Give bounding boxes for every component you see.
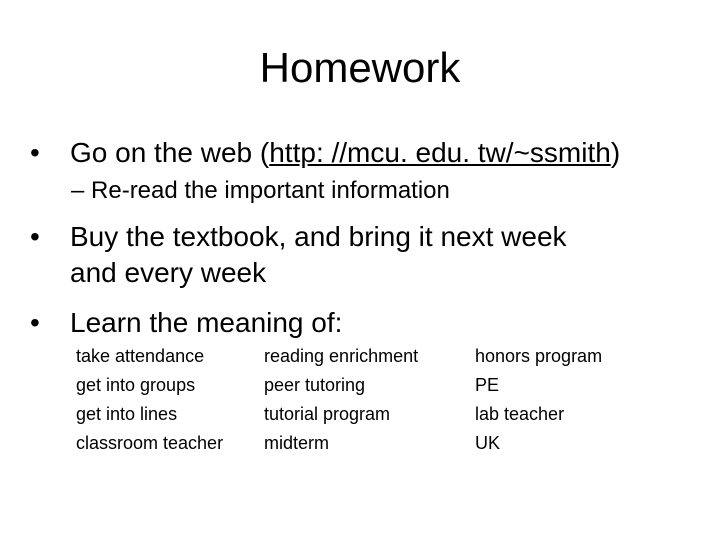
terms-column-3 [475,342,602,458]
bullet-dot: • [30,221,40,252]
bullet-website-suffix: ) [610,137,621,168]
terms-column-2 [264,342,418,458]
term-item: peer tutoring [264,375,366,395]
term-item: take attendance [76,346,205,366]
bullet-dot: • [30,307,40,338]
sub-bullet-reread: – Re-read the important information [71,177,450,204]
term-item: classroom teacher [76,433,224,453]
website-link[interactable]: http: //mcu. edu. tw/~ssmith [269,137,611,168]
bullet-textbook-line1: Buy the textbook, and bring it next week [70,221,567,252]
bullet-textbook-line2: and every week [70,257,267,288]
bullet-website-text [70,136,620,170]
bullet-website [30,136,620,170]
bullet-meanings-text: Learn the meaning of: [70,307,343,338]
term-item: honors program [475,346,603,366]
term-item: midterm [264,433,330,453]
term-item: reading enrichment [264,346,419,366]
term-item: tutorial program [264,404,391,424]
slide-title: Homework [259,44,461,91]
bullet-dot: • [30,137,40,168]
bullet-meanings [30,306,342,340]
bullet-website-prefix: Go on the web ( [70,137,270,168]
term-item: get into lines [76,404,178,424]
term-item: lab teacher [475,404,565,424]
bullet-textbook [30,220,567,254]
term-item: UK [475,433,501,453]
term-item: PE [475,375,500,395]
term-item: get into groups [76,375,196,395]
terms-column-1 [76,342,223,458]
